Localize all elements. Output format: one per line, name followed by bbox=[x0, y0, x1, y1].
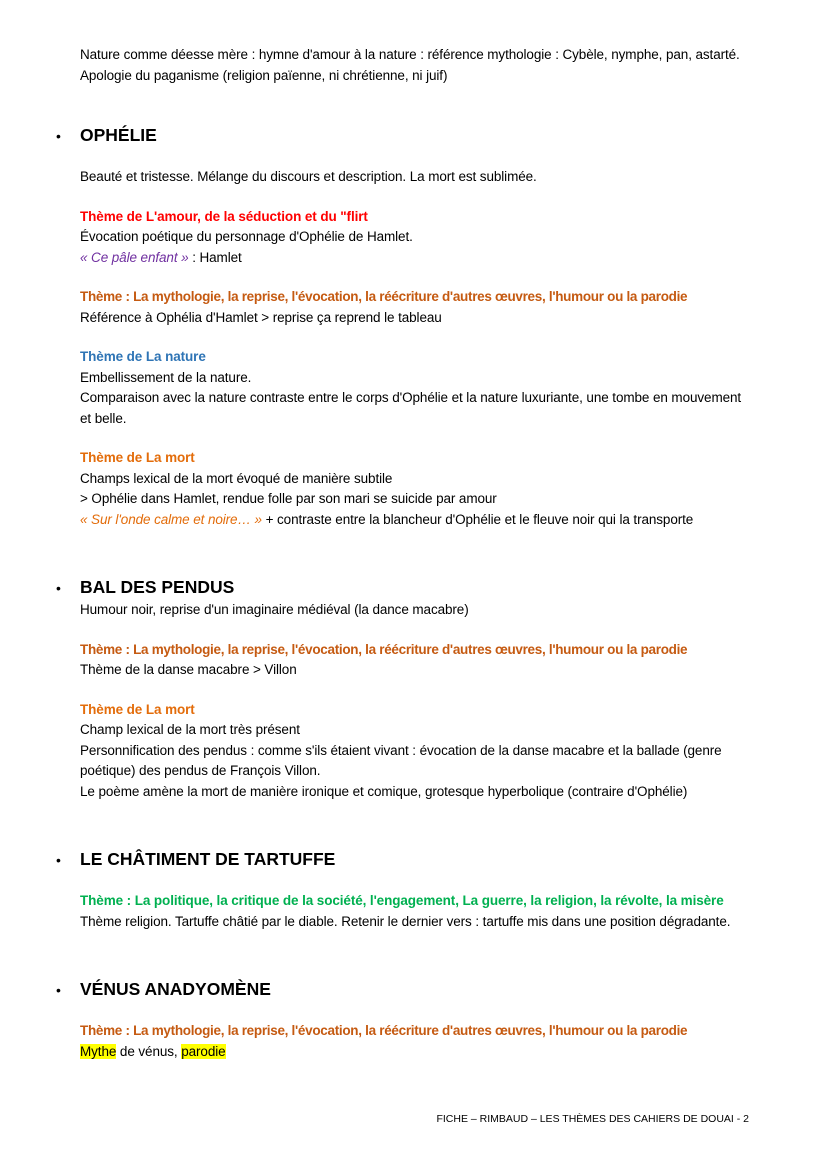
theme-line: Personnification des pendus : comme s'ils étaient vivant : évocation de la danse macabre et la ballade (genre poétique) des pendus de François Villon. bbox=[80, 742, 722, 778]
section-ophelie bbox=[56, 122, 748, 530]
theme-block-mythologie bbox=[80, 640, 748, 681]
theme-block-amour bbox=[80, 207, 748, 269]
quote-suffix: : Hamlet bbox=[188, 249, 242, 265]
highlighted-word: parodie bbox=[181, 1043, 226, 1059]
bullet-icon: • bbox=[56, 580, 61, 596]
section-intro-ophelie: Beauté et tristesse. Mélange du discours et description. La mort est sublimée. bbox=[80, 169, 537, 184]
bullet-icon: • bbox=[56, 128, 61, 144]
theme-line: Champ lexical de la mort très présent bbox=[80, 722, 300, 737]
section-heading-tartuffe bbox=[56, 846, 748, 872]
theme-title-mythologie: Thème : La mythologie, la reprise, l'évocation, la réécriture d'autres œuvres, l'humour ou la parodie bbox=[80, 289, 688, 304]
theme-title-mort: Thème de La mort bbox=[80, 701, 195, 717]
bullet-icon: • bbox=[56, 982, 61, 998]
theme-line: Thème de la danse macabre > Villon bbox=[80, 662, 297, 677]
theme-block-politique bbox=[80, 891, 748, 932]
theme-line: Référence à Ophélia d'Hamlet > reprise ça reprend le tableau bbox=[80, 309, 442, 325]
theme-line: > Ophélie dans Hamlet, rendue folle par son mari se suicide par amour bbox=[80, 491, 497, 506]
theme-line: Évocation poétique du personnage d'Ophélie de Hamlet. bbox=[80, 229, 413, 244]
section-title-bal: BAL DES PENDUS bbox=[80, 577, 235, 597]
theme-block-mythologie bbox=[80, 1021, 748, 1062]
highlighted-word: Mythe bbox=[80, 1043, 117, 1059]
section-intro-bal: Humour noir, reprise d'un imaginaire médiéval (la dance macabre) bbox=[80, 602, 469, 617]
quote-text: « Sur l'onde calme et noire… » bbox=[80, 511, 262, 527]
section-venus bbox=[56, 976, 748, 1062]
section-bal-des-pendus bbox=[56, 574, 748, 802]
theme-line: Le poème amène la mort de manière ironique et comique, grotesque hyperbolique (contraire d'Ophélie) bbox=[80, 783, 688, 799]
theme-line: Thème religion. Tartuffe châtié par le diable. Retenir le dernier vers : tartuffe mis dans une position dégradante. bbox=[80, 913, 731, 929]
highlight-line bbox=[80, 1042, 748, 1063]
theme-line: Comparaison avec la nature contraste entre le corps d'Ophélie et la nature luxuriante, une tombe en mouvement et belle. bbox=[80, 390, 742, 426]
page-footer: FICHE – RIMBAUD – LES THÈMES DES CAHIERS DE DOUAI - 2 bbox=[436, 1112, 749, 1125]
theme-block-mort bbox=[80, 700, 748, 803]
theme-title-amour: Thème de L'amour, de la séduction et du "flirt bbox=[80, 208, 368, 224]
section-heading-venus bbox=[56, 976, 748, 1002]
section-heading-ophelie bbox=[56, 122, 748, 148]
theme-block-mythologie bbox=[80, 287, 748, 328]
section-title-tartuffe: LE CHÂTIMENT DE TARTUFFE bbox=[80, 849, 336, 869]
theme-title-mythologie: Thème : La mythologie, la reprise, l'évocation, la réécriture d'autres œuvres, l'humour ou la parodie bbox=[80, 1023, 688, 1038]
theme-block-nature bbox=[80, 347, 748, 429]
theme-title-mort: Thème de La mort bbox=[80, 450, 195, 465]
section-title-venus: VÉNUS ANADYOMÈNE bbox=[80, 979, 271, 999]
quote-line bbox=[80, 248, 748, 269]
section-tartuffe bbox=[56, 846, 748, 932]
quote-line bbox=[80, 510, 748, 531]
theme-title-nature: Thème de La nature bbox=[80, 349, 206, 364]
intro-line-1: Nature comme déesse mère : hymne d'amour à la nature : référence mythologie : Cybèle, nymphe, pan, astarté. bbox=[80, 47, 740, 62]
section-title-ophelie: OPHÉLIE bbox=[80, 125, 157, 145]
theme-block-mort bbox=[80, 448, 748, 530]
theme-line: Embellissement de la nature. bbox=[80, 369, 252, 385]
section-heading-bal bbox=[56, 574, 748, 600]
quote-suffix: + contraste entre la blancheur d'Ophélie et le fleuve noir qui la transporte bbox=[261, 511, 694, 527]
theme-line: Champs lexical de la mort évoqué de manière subtile bbox=[80, 470, 393, 486]
theme-title-mythologie: Thème : La mythologie, la reprise, l'évocation, la réécriture d'autres œuvres, l'humour ou la parodie bbox=[80, 641, 688, 657]
bullet-icon: • bbox=[56, 852, 61, 868]
theme-title-politique: Thème : La politique, la critique de la société, l'engagement, La guerre, la religion, la révolte, la misère bbox=[80, 893, 724, 908]
quote-text: « Ce pâle enfant » bbox=[80, 249, 189, 265]
plain-text: de vénus, bbox=[116, 1043, 182, 1059]
intro-line-2: Apologie du paganisme (religion païenne, ni chrétienne, ni juif) bbox=[80, 67, 448, 83]
